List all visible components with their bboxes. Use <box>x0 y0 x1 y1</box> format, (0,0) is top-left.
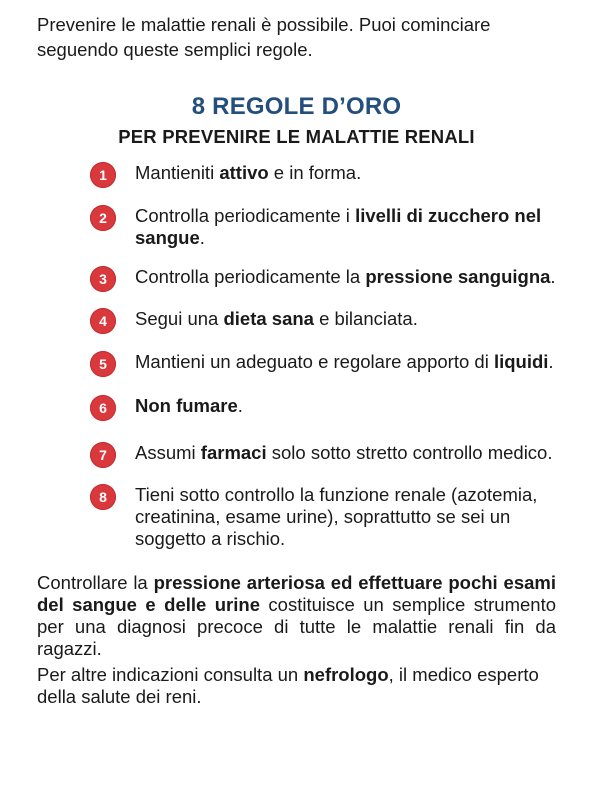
rule-text: Controlla periodicamente la pressione sanguigna. <box>135 266 556 287</box>
rule-item <box>37 484 556 550</box>
page-subtitle: PER PREVENIRE LE MALATTIE RENALI <box>118 126 475 147</box>
rule-number-badge: 5 <box>90 351 116 377</box>
rule-text: Mantieni un adeguato e regolare apporto di liquidi. <box>135 351 554 372</box>
rule-text: Non fumare. <box>135 395 243 416</box>
rule-item <box>37 162 556 188</box>
rule-number-badge: 2 <box>90 205 116 231</box>
rule-number-badge: 1 <box>90 162 116 188</box>
intro-paragraph: Prevenire le malattie renali è possibile. Puoi cominciare seguendo queste semplici regole. <box>37 14 491 60</box>
rule-number-badge: 8 <box>90 484 116 510</box>
rule-item <box>37 266 556 292</box>
rule-number-badge: 7 <box>90 442 116 468</box>
closing-paragraph: Controllare la pressione arteriosa ed effettuare pochi esami del sangue e delle urine costituisce un semplice strumento per una diagnosi precoce di tutte le malattie renali fin da ragazzi. <box>37 572 556 659</box>
rule-text: Tieni sotto controllo la funzione renale (azotemia, creatinina, esame urine), soprattutto se sei un soggetto a rischio. <box>135 484 538 549</box>
rule-text: Segui una dieta sana e bilanciata. <box>135 308 418 329</box>
rule-number-badge: 6 <box>90 395 116 421</box>
rule-item <box>37 351 556 377</box>
rule-number-badge: 4 <box>90 308 116 334</box>
rules-list <box>37 162 556 550</box>
rule-item <box>37 205 556 249</box>
rule-text: Mantieniti attivo e in forma. <box>135 162 362 183</box>
rule-number-badge: 3 <box>90 266 116 292</box>
rule-text: Assumi farmaci solo sotto stretto controllo medico. <box>135 442 553 463</box>
page-title: 8 REGOLE D’ORO <box>191 93 402 120</box>
rule-text: Controlla periodicamente i livelli di zucchero nel sangue. <box>135 205 542 248</box>
rule-item <box>37 442 556 468</box>
rule-item <box>37 395 556 421</box>
rule-item <box>37 308 556 334</box>
referral-paragraph: Per altre indicazioni consulta un nefrologo, il medico esperto della salute dei reni. <box>37 664 539 707</box>
